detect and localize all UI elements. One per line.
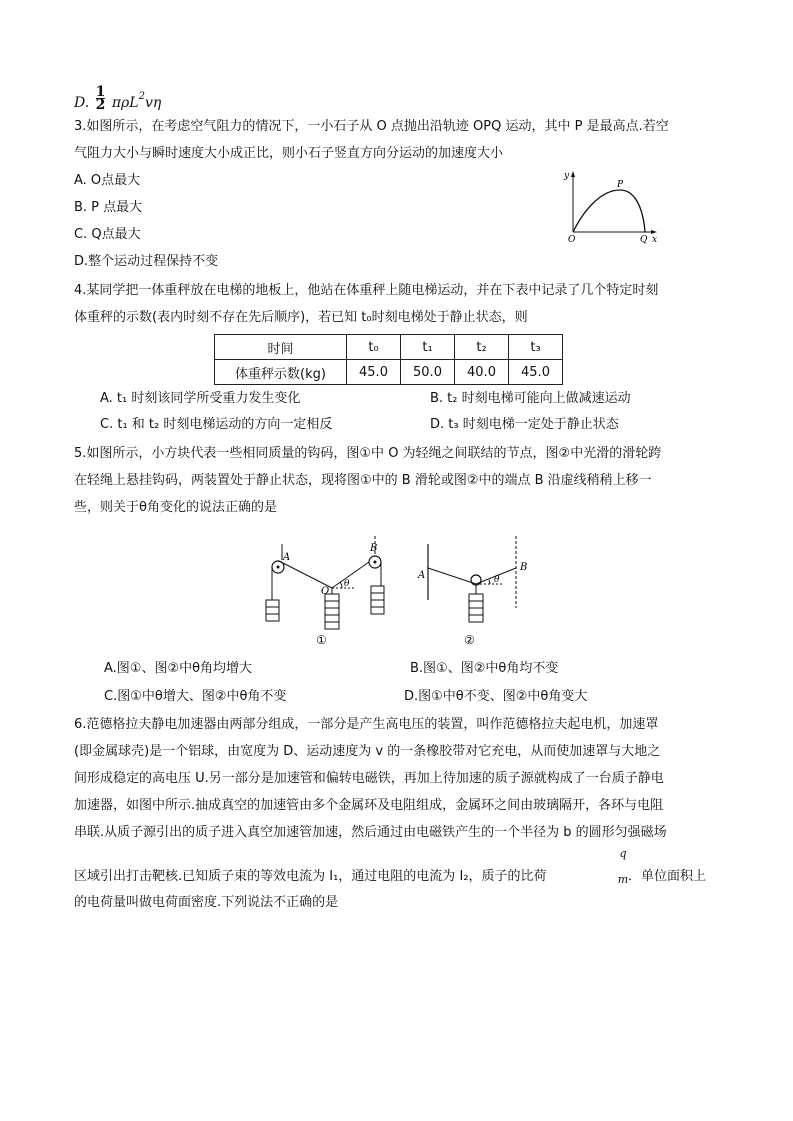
q6-frac-den: m xyxy=(617,873,629,886)
q3-stem-line2: 气阻力大小与瞬时速度大小成正比，则小石子竖直方向分运动的加速度大小 xyxy=(74,146,504,161)
q6-stem-line7: 的电荷量叫做电荷面密度.下列说法不正确的是 xyxy=(74,895,339,910)
q6-line6-tail: ．单位面积上 xyxy=(628,869,707,884)
q6-stem-line5: 串联.从质子源引出的质子进入真空加速管加速，然后通过由电磁铁产生的一个半径为 b 的圆形匀强磁场 xyxy=(74,825,667,840)
q5-f2-rope-left xyxy=(428,568,476,584)
table-header-cell: t₃ xyxy=(509,335,563,360)
table-cell: 45.0 xyxy=(509,360,563,385)
q5-f2-weight xyxy=(469,594,483,622)
q2-d-expr-tail: vη xyxy=(144,94,162,111)
q5-stem-line2: 在轻绳上悬挂钩码，两装置处于静止状态，现将图①中的 B 滑轮或图②中的端点 B 沿虚线稍稍上移一 xyxy=(74,473,652,488)
q5-f1-caption: ① xyxy=(316,633,327,647)
q4-stem-line2: 体重秤的示数(表内时刻不存在先后顺序)，若已知 t₀时刻电梯处于静止状态，则 xyxy=(74,310,528,325)
q4-option-d: D. t₃ 时刻电梯一定处于静止状态 xyxy=(430,417,619,432)
table-row xyxy=(215,360,563,385)
q5-pulley-figure xyxy=(258,534,548,650)
q5-f2-label-theta: θ xyxy=(494,575,500,585)
q3-trajectory-figure xyxy=(560,168,670,246)
q5-f1-weight-b xyxy=(371,586,384,614)
table-row xyxy=(215,335,563,360)
q4-option-a: A. t₁ 时刻该同学所受重力发生变化 xyxy=(100,391,301,406)
q3-option-d: D.整个运动过程保持不变 xyxy=(74,254,219,269)
q2-option-d xyxy=(74,86,161,112)
q6-stem-line2: (即金属球壳)是一个铝球，由宽度为 D、运动速度为 v 的一条橡胶带对它充电，从而使加速罩与大地之 xyxy=(74,744,661,759)
q4-option-c: C. t₁ 和 t₂ 时刻电梯运动的方向一定相反 xyxy=(100,417,333,432)
q5-f2-caption: ② xyxy=(464,633,475,647)
q5-f1-pulley-a-hub xyxy=(277,566,280,569)
q6-stem-line4: 加速器，如图中所示.抽成真空的加速管由多个金属环及电阻组成，金属环之间由玻璃隔开，各环与电阻 xyxy=(74,798,664,813)
q3-x-arrow xyxy=(651,230,657,234)
q3-option-c: C. Q点最大 xyxy=(74,227,141,242)
q6-stem-line1: 6.范德格拉夫静电加速器由两部分组成，一部分是产生高电压的装置，叫作范德格拉夫起电机，加速罩 xyxy=(74,717,659,732)
table-header-cell: t₀ xyxy=(347,335,401,360)
q6-frac-num: q xyxy=(619,847,627,860)
q5-figure-1 xyxy=(266,536,384,647)
q5-f1-rope-a-o xyxy=(279,561,332,588)
q3-label-y: y xyxy=(564,171,570,181)
q5-f1-label-o: O xyxy=(321,586,330,597)
q2-d-exp: 2 xyxy=(138,91,145,102)
q5-f2-label-a: A xyxy=(418,570,426,581)
q5-f2-theta-arc xyxy=(489,580,490,584)
q3-trajectory-curve xyxy=(573,190,645,232)
q2-d-expr: πρL xyxy=(111,94,139,111)
q5-f1-weight-a xyxy=(266,600,279,621)
table-header-cell: t₂ xyxy=(455,335,509,360)
q5-option-b: B.图①、图②中θ角均不变 xyxy=(410,661,559,676)
q3-label-q: Q xyxy=(640,235,648,245)
q2-d-frac-den: 2 xyxy=(95,97,106,114)
q4-weight-table xyxy=(214,334,563,385)
q5-f1-label-a: A xyxy=(283,552,291,563)
table-header-cell: 时间 xyxy=(215,335,347,360)
table-cell: 50.0 xyxy=(401,360,455,385)
q5-option-c: C.图①中θ增大、图②中θ角不变 xyxy=(104,689,287,704)
q5-f1-theta-arc xyxy=(340,582,342,588)
q5-option-d: D.图①中θ不变、图②中θ角变大 xyxy=(404,689,588,704)
q3-option-b: B. P 点最大 xyxy=(74,200,143,215)
q5-stem-line3: 些，则关于θ角变化的说法正确的是 xyxy=(74,500,277,515)
q3-label-p: P xyxy=(617,180,624,190)
q2-d-prefix: D. xyxy=(74,94,90,111)
table-row-label: 体重秤示数(kg) xyxy=(215,360,347,385)
table-cell: 40.0 xyxy=(455,360,509,385)
q5-option-a: A.图①、图②中θ角均增大 xyxy=(104,661,253,676)
q3-y-arrow xyxy=(571,171,575,177)
q3-label-x: x xyxy=(652,235,658,245)
q6-stem-line6 xyxy=(74,868,547,886)
q5-stem-line1: 5.如图所示，小方块代表一些相同质量的钩码，图①中 O 为轻绳之间联结的节点，图②中光滑的滑轮跨 xyxy=(74,446,662,461)
q3-stem-line1: 3.如图所示，在考虑空气阻力的情况下，一小石子从 O 点抛出沿轨迹 OPQ 运动，其中 P 是最高点.若空 xyxy=(74,119,669,134)
q5-f1-label-b: B xyxy=(370,543,378,554)
q2-d-frac-num: 1 xyxy=(95,84,106,101)
q4-option-b: B. t₂ 时刻电梯可能向上做减速运动 xyxy=(430,391,631,406)
q6-stem-line3: 间形成稳定的高电压 U.另一部分是加速管和偏转电磁铁，再加上待加速的质子源就构成了一台质子静电 xyxy=(74,771,664,786)
q3-option-a: A. O点最大 xyxy=(74,173,141,188)
q3-label-o: O xyxy=(568,235,576,245)
q5-f2-label-b: B xyxy=(520,562,528,573)
q5-f1-weight-o xyxy=(325,594,339,629)
q5-figure-2 xyxy=(417,536,527,647)
q6-line6-text: 区域引出打击靶核.已知质子束的等效电流为 I₁，通过电阻的电流为 I₂，质子的比荷 xyxy=(74,869,547,884)
table-cell: 45.0 xyxy=(347,360,401,385)
q5-f1-pulley-b-hub xyxy=(374,561,377,564)
q5-f1-rope-o-b xyxy=(332,562,369,588)
q5-f1-label-theta: θ xyxy=(344,579,350,589)
q4-stem-line1: 4.某同学把一体重秤放在电梯的地板上，他站在体重秤上随电梯运动，并在下表中记录了几个特定时刻 xyxy=(74,283,659,298)
q2-d-fraction xyxy=(95,84,106,114)
table-header-cell: t₁ xyxy=(401,335,455,360)
